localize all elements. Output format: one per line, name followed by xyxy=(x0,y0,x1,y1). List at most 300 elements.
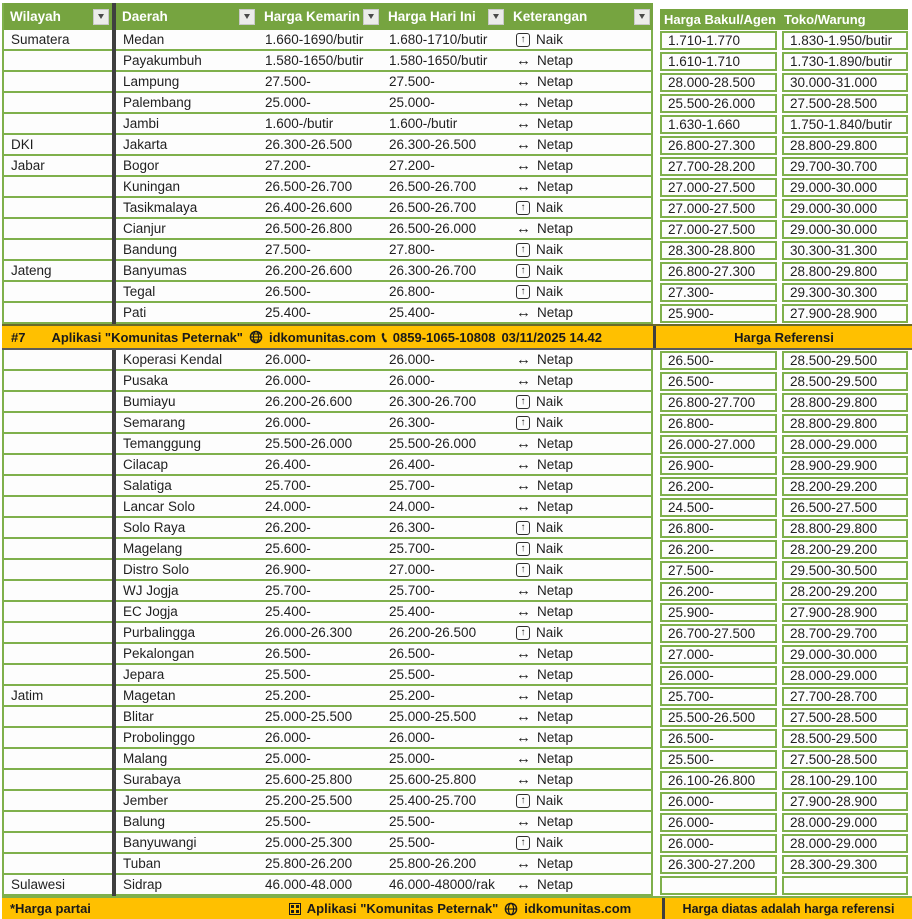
cell-keterangan[interactable] xyxy=(507,602,653,623)
cell-toko-warung[interactable]: 28.000-29.000 xyxy=(782,813,908,832)
cell-harga-bakul-agen[interactable]: 28.000-28.500 xyxy=(660,73,777,92)
cell-harga-kemarin[interactable]: 25.000-25.300 xyxy=(258,833,382,854)
cell-harga-kemarin[interactable]: 26.000-26.300 xyxy=(258,623,382,644)
cell-harga-kemarin[interactable]: 25.400- xyxy=(258,602,382,623)
trend-label: Netap xyxy=(537,499,574,514)
cell-harga-kemarin[interactable]: 26.000- xyxy=(258,413,382,434)
cell-keterangan[interactable] xyxy=(507,623,653,644)
qr-grid-icon xyxy=(289,903,301,915)
cell-wilayah[interactable] xyxy=(2,497,112,518)
cell-toko-warung[interactable]: 28.700-29.700 xyxy=(782,624,908,643)
chevron-down-icon xyxy=(98,14,104,19)
cell-harga-hari-ini[interactable]: 25.700- xyxy=(382,476,507,497)
cell-harga-hari-ini[interactable]: 26.300- xyxy=(382,518,507,539)
cell-harga-bakul-agen[interactable]: 25.900- xyxy=(660,304,777,323)
cell-toko-warung[interactable]: 28.500-29.500 xyxy=(782,372,908,391)
banner-website[interactable]: idkomunitas.com xyxy=(268,329,376,345)
cell-harga-bakul-agen[interactable]: 28.300-28.800 xyxy=(660,241,777,260)
cell-daerah[interactable]: Pati xyxy=(116,303,258,324)
footer-website[interactable]: idkomunitas.com xyxy=(524,901,632,916)
cell-keterangan[interactable] xyxy=(507,413,653,434)
cell-toko-warung[interactable]: 1.830-1.950/butir xyxy=(782,31,908,50)
cell-harga-kemarin[interactable]: 26.200-26.600 xyxy=(258,261,382,282)
cell-keterangan[interactable] xyxy=(507,749,653,770)
cell-toko-warung[interactable]: 28.800-29.800 xyxy=(782,393,908,412)
filter-button-keterangan[interactable] xyxy=(634,9,650,25)
cell-harga-hari-ini[interactable]: 27.200- xyxy=(382,156,507,177)
cell-harga-kemarin[interactable]: 26.000- xyxy=(258,350,382,371)
cell-daerah[interactable]: Jepara xyxy=(116,665,258,686)
cell-harga-hari-ini[interactable]: 25.400-25.700 xyxy=(382,791,507,812)
filter-button-harga-hari-ini[interactable] xyxy=(488,9,504,25)
cell-daerah[interactable]: Magelang xyxy=(116,539,258,560)
cell-keterangan[interactable] xyxy=(507,240,653,261)
cell-daerah[interactable]: Semarang xyxy=(116,413,258,434)
cell-harga-kemarin[interactable]: 25.500-26.000 xyxy=(258,434,382,455)
cell-toko-warung[interactable]: 28.000-29.000 xyxy=(782,834,908,853)
cell-daerah[interactable]: Bandung xyxy=(116,240,258,261)
banner-info xyxy=(2,326,653,348)
cell-toko-warung[interactable]: 27.700-28.700 xyxy=(782,687,908,706)
cell-daerah[interactable]: Cilacap xyxy=(116,455,258,476)
cell-toko-warung[interactable]: 27.500-28.500 xyxy=(782,94,908,113)
cell-daerah[interactable]: Temanggung xyxy=(116,434,258,455)
cell-keterangan[interactable] xyxy=(507,51,653,72)
cell-toko-warung[interactable]: 28.500-29.500 xyxy=(782,351,908,370)
cell-harga-bakul-agen[interactable]: 26.900- xyxy=(660,456,777,475)
cell-keterangan[interactable] xyxy=(507,282,653,303)
cell-toko-warung[interactable]: 28.900-29.900 xyxy=(782,456,908,475)
cell-harga-kemarin[interactable]: 26.500- xyxy=(258,644,382,665)
cell-toko-warung[interactable]: 27.900-28.900 xyxy=(782,792,908,811)
cell-harga-hari-ini[interactable]: 26.200-26.500 xyxy=(382,623,507,644)
cell-keterangan[interactable] xyxy=(507,791,653,812)
cell-wilayah[interactable] xyxy=(2,665,112,686)
cell-daerah[interactable]: Solo Raya xyxy=(116,518,258,539)
cell-toko-warung[interactable]: 28.200-29.200 xyxy=(782,477,908,496)
cell-harga-hari-ini[interactable]: 25.800-26.200 xyxy=(382,854,507,875)
cell-keterangan[interactable] xyxy=(507,114,653,135)
arrow-up-icon: ↑ xyxy=(516,264,530,278)
cell-toko-warung[interactable]: 26.500-27.500 xyxy=(782,498,908,517)
cell-harga-bakul-agen[interactable]: 26.800- xyxy=(660,519,777,538)
cell-harga-kemarin[interactable]: 25.200-25.500 xyxy=(258,791,382,812)
cell-keterangan[interactable] xyxy=(507,303,653,324)
cell-daerah[interactable]: Medan xyxy=(116,30,258,51)
cell-daerah[interactable]: Blitar xyxy=(116,707,258,728)
cell-harga-kemarin[interactable]: 24.000- xyxy=(258,497,382,518)
cell-harga-bakul-agen[interactable]: 26.300-27.200 xyxy=(660,855,777,874)
cell-harga-kemarin[interactable]: 46.000-48.000 xyxy=(258,875,382,896)
cell-harga-kemarin[interactable]: 25.800-26.200 xyxy=(258,854,382,875)
cell-daerah[interactable]: Lampung xyxy=(116,72,258,93)
cell-wilayah[interactable] xyxy=(2,177,112,198)
cell-harga-hari-ini[interactable]: 27.500- xyxy=(382,72,507,93)
cell-toko-warung[interactable]: 28.800-29.800 xyxy=(782,519,908,538)
cell-harga-hari-ini[interactable]: 25.700- xyxy=(382,581,507,602)
chevron-down-icon xyxy=(493,14,499,19)
cell-keterangan[interactable] xyxy=(507,135,653,156)
cell-keterangan[interactable] xyxy=(507,560,653,581)
cell-harga-bakul-agen[interactable]: 27.700-28.200 xyxy=(660,157,777,176)
cell-harga-bakul-agen[interactable]: 26.200- xyxy=(660,582,777,601)
cell-toko-warung[interactable]: 28.800-29.800 xyxy=(782,262,908,281)
trend-label: Netap xyxy=(537,772,574,787)
cell-keterangan[interactable] xyxy=(507,476,653,497)
cell-daerah[interactable]: Bumiayu xyxy=(116,392,258,413)
cell-harga-bakul-agen[interactable]: 25.900- xyxy=(660,603,777,622)
cell-harga-hari-ini[interactable]: 27.800- xyxy=(382,240,507,261)
cell-harga-hari-ini[interactable]: 25.700- xyxy=(382,539,507,560)
cell-wilayah[interactable]: Jabar xyxy=(2,156,112,177)
cell-harga-hari-ini[interactable]: 25.500- xyxy=(382,665,507,686)
cell-harga-bakul-agen[interactable]: 26.200- xyxy=(660,477,777,496)
cell-daerah[interactable]: Jember xyxy=(116,791,258,812)
cell-harga-hari-ini[interactable]: 26.800- xyxy=(382,282,507,303)
cell-keterangan[interactable] xyxy=(507,644,653,665)
trend-label: Netap xyxy=(537,158,574,173)
cell-wilayah[interactable] xyxy=(2,392,112,413)
cell-wilayah[interactable]: Jateng xyxy=(2,261,112,282)
cell-wilayah[interactable] xyxy=(2,812,112,833)
cell-harga-bakul-agen[interactable]: 26.500- xyxy=(660,372,777,391)
cell-harga-hari-ini[interactable]: 26.300-26.500 xyxy=(382,135,507,156)
cell-harga-bakul-agen[interactable]: 26.800-27.300 xyxy=(660,136,777,155)
cell-daerah[interactable]: Magetan xyxy=(116,686,258,707)
cell-harga-bakul-agen[interactable]: 26.700-27.500 xyxy=(660,624,777,643)
cell-harga-hari-ini[interactable]: 1.600-/butir xyxy=(382,114,507,135)
cell-harga-kemarin[interactable]: 25.400- xyxy=(258,303,382,324)
cell-harga-bakul-agen[interactable]: 26.800-27.300 xyxy=(660,262,777,281)
cell-keterangan[interactable] xyxy=(507,371,653,392)
cell-wilayah[interactable] xyxy=(2,455,112,476)
cell-keterangan[interactable] xyxy=(507,770,653,791)
cell-toko-warung[interactable]: 27.500-28.500 xyxy=(782,708,908,727)
cell-daerah[interactable]: Kuningan xyxy=(116,177,258,198)
cell-harga-kemarin[interactable]: 1.580-1650/butir xyxy=(258,51,382,72)
cell-harga-hari-ini[interactable]: 25.500- xyxy=(382,812,507,833)
cell-harga-bakul-agen[interactable]: 26.000- xyxy=(660,813,777,832)
cell-harga-hari-ini[interactable]: 26.500-26.700 xyxy=(382,177,507,198)
cell-harga-bakul-agen[interactable]: 26.100-26.800 xyxy=(660,771,777,790)
cell-wilayah[interactable] xyxy=(2,198,112,219)
cell-keterangan[interactable] xyxy=(507,707,653,728)
cell-wilayah[interactable]: Jatim xyxy=(2,686,112,707)
cell-daerah[interactable]: Purbalingga xyxy=(116,623,258,644)
cell-keterangan[interactable] xyxy=(507,219,653,240)
cell-keterangan[interactable] xyxy=(507,156,653,177)
cell-harga-hari-ini[interactable]: 25.200- xyxy=(382,686,507,707)
cell-toko-warung[interactable]: 28.200-29.200 xyxy=(782,582,908,601)
cell-wilayah[interactable] xyxy=(2,371,112,392)
cell-daerah[interactable]: Malang xyxy=(116,749,258,770)
table-row xyxy=(2,854,912,875)
cell-wilayah[interactable]: DKI xyxy=(2,135,112,156)
cell-daerah[interactable]: Tuban xyxy=(116,854,258,875)
cell-harga-bakul-agen[interactable]: 26.200- xyxy=(660,540,777,559)
cell-harga-bakul-agen[interactable]: 27.000-27.500 xyxy=(660,220,777,239)
cell-keterangan[interactable] xyxy=(507,261,653,282)
cell-harga-hari-ini[interactable]: 25.400- xyxy=(382,602,507,623)
cell-daerah[interactable]: Tegal xyxy=(116,282,258,303)
cell-wilayah[interactable] xyxy=(2,350,112,371)
cell-harga-kemarin[interactable]: 25.000- xyxy=(258,93,382,114)
cell-daerah[interactable]: Jakarta xyxy=(116,135,258,156)
cell-harga-kemarin[interactable]: 26.900- xyxy=(258,560,382,581)
cell-wilayah[interactable] xyxy=(2,219,112,240)
cell-wilayah[interactable] xyxy=(2,854,112,875)
cell-toko-warung[interactable]: 28.800-29.800 xyxy=(782,136,908,155)
cell-harga-bakul-agen[interactable]: 25.500- xyxy=(660,750,777,769)
cell-daerah[interactable]: Banyumas xyxy=(116,261,258,282)
cell-harga-bakul-agen[interactable]: 1.630-1.660 xyxy=(660,115,777,134)
cell-harga-kemarin[interactable]: 26.400-26.600 xyxy=(258,198,382,219)
cell-harga-bakul-agen[interactable]: 27.300- xyxy=(660,283,777,302)
cell-harga-kemarin[interactable]: 27.500- xyxy=(258,72,382,93)
cell-harga-kemarin[interactable]: 25.700- xyxy=(258,476,382,497)
cell-harga-bakul-agen[interactable]: 25.500-26.500 xyxy=(660,708,777,727)
cell-harga-kemarin[interactable]: 25.000- xyxy=(258,749,382,770)
cell-daerah[interactable]: Pusaka xyxy=(116,371,258,392)
cell-harga-kemarin[interactable]: 25.200- xyxy=(258,686,382,707)
cell-daerah[interactable]: Bogor xyxy=(116,156,258,177)
cell-harga-hari-ini[interactable]: 26.400- xyxy=(382,455,507,476)
cell-harga-hari-ini[interactable]: 26.000- xyxy=(382,728,507,749)
cell-keterangan[interactable] xyxy=(507,434,653,455)
cell-keterangan[interactable] xyxy=(507,30,653,51)
cell-toko-warung[interactable]: 27.500-28.500 xyxy=(782,750,908,769)
cell-harga-kemarin[interactable]: 1.600-/butir xyxy=(258,114,382,135)
cell-daerah[interactable]: Lancar Solo xyxy=(116,497,258,518)
cell-harga-bakul-agen[interactable]: 1.610-1.710 xyxy=(660,52,777,71)
cell-wilayah[interactable] xyxy=(2,434,112,455)
cell-harga-bakul-agen[interactable]: 26.000- xyxy=(660,834,777,853)
cell-harga-kemarin[interactable]: 26.300-26.500 xyxy=(258,135,382,156)
cell-harga-kemarin[interactable]: 26.200- xyxy=(258,518,382,539)
cell-harga-hari-ini[interactable]: 26.300-26.700 xyxy=(382,261,507,282)
cell-wilayah[interactable] xyxy=(2,476,112,497)
cell-daerah[interactable]: Banyuwangi xyxy=(116,833,258,854)
cell-harga-kemarin[interactable]: 26.000- xyxy=(258,728,382,749)
cell-keterangan[interactable] xyxy=(507,833,653,854)
cell-daerah[interactable]: Tasikmalaya xyxy=(116,198,258,219)
cell-harga-bakul-agen[interactable]: 26.800- xyxy=(660,414,777,433)
cell-daerah[interactable]: Surabaya xyxy=(116,770,258,791)
cell-keterangan[interactable] xyxy=(507,581,653,602)
cell-daerah[interactable]: Distro Solo xyxy=(116,560,258,581)
cell-harga-hari-ini[interactable]: 26.500- xyxy=(382,644,507,665)
cell-keterangan[interactable] xyxy=(507,686,653,707)
cell-harga-bakul-agen[interactable] xyxy=(660,876,777,895)
cell-daerah[interactable]: Salatiga xyxy=(116,476,258,497)
filter-button-wilayah[interactable] xyxy=(93,9,109,25)
cell-toko-warung[interactable]: 29.000-30.000 xyxy=(782,645,908,664)
cell-daerah[interactable]: Cianjur xyxy=(116,219,258,240)
cell-harga-hari-ini[interactable]: 24.000- xyxy=(382,497,507,518)
cell-daerah[interactable]: Jambi xyxy=(116,114,258,135)
cell-harga-hari-ini[interactable]: 25.500- xyxy=(382,833,507,854)
cell-toko-warung[interactable] xyxy=(782,876,908,895)
cell-toko-warung[interactable]: 29.500-30.500 xyxy=(782,561,908,580)
cell-harga-kemarin[interactable]: 25.700- xyxy=(258,581,382,602)
cell-toko-warung[interactable]: 27.900-28.900 xyxy=(782,603,908,622)
arrow-leftright-icon: ↔ xyxy=(516,603,531,620)
cell-harga-bakul-agen[interactable]: 26.000-27.000 xyxy=(660,435,777,454)
cell-harga-hari-ini[interactable]: 25.500-26.000 xyxy=(382,434,507,455)
cell-daerah[interactable]: Sidrap xyxy=(116,875,258,896)
cell-keterangan[interactable] xyxy=(507,728,653,749)
cell-wilayah[interactable] xyxy=(2,602,112,623)
cell-toko-warung[interactable]: 28.000-29.000 xyxy=(782,435,908,454)
cell-toko-warung[interactable]: 29.300-30.300 xyxy=(782,283,908,302)
cell-toko-warung[interactable]: 29.700-30.700 xyxy=(782,157,908,176)
cell-harga-bakul-agen[interactable]: 27.000-27.500 xyxy=(660,178,777,197)
cell-wilayah[interactable]: Sulawesi xyxy=(2,875,112,896)
cell-harga-hari-ini[interactable]: 25.600-25.800 xyxy=(382,770,507,791)
cell-daerah[interactable]: EC Jogja xyxy=(116,602,258,623)
cell-harga-kemarin[interactable]: 26.000- xyxy=(258,371,382,392)
cell-wilayah[interactable] xyxy=(2,303,112,324)
cell-toko-warung[interactable]: 28.200-29.200 xyxy=(782,540,908,559)
cell-toko-warung[interactable]: 1.750-1.840/butir xyxy=(782,115,908,134)
cell-keterangan[interactable] xyxy=(507,455,653,476)
cell-wilayah[interactable] xyxy=(2,560,112,581)
cell-toko-warung[interactable]: 29.000-30.000 xyxy=(782,220,908,239)
cell-keterangan[interactable] xyxy=(507,497,653,518)
cell-harga-kemarin[interactable]: 26.500-26.800 xyxy=(258,219,382,240)
cell-harga-bakul-agen[interactable]: 25.500-26.000 xyxy=(660,94,777,113)
cell-keterangan[interactable] xyxy=(507,177,653,198)
cell-harga-kemarin[interactable]: 26.200-26.600 xyxy=(258,392,382,413)
cell-harga-bakul-agen[interactable]: 24.500- xyxy=(660,498,777,517)
cell-daerah[interactable]: Payakumbuh xyxy=(116,51,258,72)
cell-harga-hari-ini[interactable]: 26.000- xyxy=(382,371,507,392)
cell-daerah[interactable]: Pekalongan xyxy=(116,644,258,665)
cell-daerah[interactable]: Koperasi Kendal xyxy=(116,350,258,371)
cell-harga-kemarin[interactable]: 26.500- xyxy=(258,282,382,303)
cell-harga-kemarin[interactable]: 26.500-26.700 xyxy=(258,177,382,198)
cell-harga-hari-ini[interactable]: 26.300-26.700 xyxy=(382,392,507,413)
cell-toko-warung[interactable]: 28.100-29.100 xyxy=(782,771,908,790)
cell-toko-warung[interactable]: 28.000-29.000 xyxy=(782,666,908,685)
cell-keterangan[interactable] xyxy=(507,518,653,539)
cell-harga-bakul-agen[interactable]: 27.000-27.500 xyxy=(660,199,777,218)
cell-wilayah[interactable] xyxy=(2,51,112,72)
cell-harga-hari-ini[interactable]: 46.000-48000/rak xyxy=(382,875,507,896)
filter-button-harga-kemarin[interactable] xyxy=(363,9,379,25)
cell-harga-kemarin[interactable]: 27.500- xyxy=(258,240,382,261)
cell-wilayah[interactable] xyxy=(2,791,112,812)
cell-keterangan[interactable] xyxy=(507,93,653,114)
cell-harga-kemarin[interactable]: 25.500- xyxy=(258,665,382,686)
cell-harga-kemarin[interactable]: 1.660-1690/butir xyxy=(258,30,382,51)
cell-wilayah[interactable] xyxy=(2,93,112,114)
cell-wilayah[interactable] xyxy=(2,240,112,261)
cell-harga-kemarin[interactable]: 27.200- xyxy=(258,156,382,177)
cell-keterangan[interactable] xyxy=(507,875,653,896)
cell-harga-hari-ini[interactable]: 25.000-25.500 xyxy=(382,707,507,728)
cell-wilayah[interactable] xyxy=(2,707,112,728)
cell-wilayah[interactable] xyxy=(2,623,112,644)
cell-wilayah[interactable] xyxy=(2,72,112,93)
cell-wilayah[interactable] xyxy=(2,644,112,665)
cell-harga-kemarin[interactable]: 25.600- xyxy=(258,539,382,560)
cell-harga-bakul-agen[interactable]: 26.500- xyxy=(660,351,777,370)
cell-harga-kemarin[interactable]: 25.000-25.500 xyxy=(258,707,382,728)
cell-wilayah[interactable] xyxy=(2,114,112,135)
cell-toko-warung[interactable]: 27.900-28.900 xyxy=(782,304,908,323)
cell-harga-hari-ini[interactable]: 1.680-1710/butir xyxy=(382,30,507,51)
cell-keterangan[interactable] xyxy=(507,198,653,219)
cell-toko-warung[interactable]: 30.000-31.000 xyxy=(782,73,908,92)
filter-button-daerah[interactable] xyxy=(239,9,255,25)
cell-harga-kemarin[interactable]: 25.600-25.800 xyxy=(258,770,382,791)
cell-wilayah[interactable] xyxy=(2,539,112,560)
cell-harga-hari-ini[interactable]: 25.000- xyxy=(382,93,507,114)
cell-keterangan[interactable] xyxy=(507,350,653,371)
cell-wilayah[interactable]: Sumatera xyxy=(2,30,112,51)
cell-harga-bakul-agen[interactable]: 1.710-1.770 xyxy=(660,31,777,50)
cell-harga-kemarin[interactable]: 26.400- xyxy=(258,455,382,476)
cell-harga-hari-ini[interactable]: 26.500-26.000 xyxy=(382,219,507,240)
cell-harga-hari-ini[interactable]: 25.400- xyxy=(382,303,507,324)
cell-harga-bakul-agen[interactable]: 26.500- xyxy=(660,729,777,748)
section-gap xyxy=(653,3,660,30)
cell-harga-bakul-agen[interactable]: 27.000- xyxy=(660,645,777,664)
cell-harga-hari-ini[interactable]: 25.000- xyxy=(382,749,507,770)
trend-label: Netap xyxy=(537,95,574,110)
cell-harga-hari-ini[interactable]: 1.580-1650/butir xyxy=(382,51,507,72)
cell-wilayah[interactable] xyxy=(2,728,112,749)
cell-toko-warung[interactable]: 28.500-29.500 xyxy=(782,729,908,748)
cell-daerah[interactable]: Balung xyxy=(116,812,258,833)
cell-harga-hari-ini[interactable]: 26.300- xyxy=(382,413,507,434)
cell-wilayah[interactable] xyxy=(2,413,112,434)
cell-daerah[interactable]: Probolinggo xyxy=(116,728,258,749)
cell-harga-hari-ini[interactable]: 27.000- xyxy=(382,560,507,581)
cell-toko-warung[interactable]: 29.000-30.000 xyxy=(782,178,908,197)
cell-wilayah[interactable] xyxy=(2,770,112,791)
cell-daerah[interactable]: WJ Jogja xyxy=(116,581,258,602)
cell-wilayah[interactable] xyxy=(2,749,112,770)
cell-wilayah[interactable] xyxy=(2,518,112,539)
cell-wilayah[interactable] xyxy=(2,581,112,602)
cell-harga-bakul-agen[interactable]: 25.700- xyxy=(660,687,777,706)
globe-icon xyxy=(249,330,263,344)
cell-harga-bakul-agen[interactable]: 26.000- xyxy=(660,666,777,685)
cell-harga-bakul-agen[interactable]: 26.000- xyxy=(660,792,777,811)
cell-keterangan[interactable] xyxy=(507,392,653,413)
cell-toko-warung[interactable]: 28.800-29.800 xyxy=(782,414,908,433)
cell-keterangan[interactable] xyxy=(507,812,653,833)
cell-keterangan[interactable] xyxy=(507,665,653,686)
cell-harga-hari-ini[interactable]: 26.500-26.700 xyxy=(382,198,507,219)
cell-toko-warung[interactable]: 29.000-30.000 xyxy=(782,199,908,218)
cell-daerah[interactable]: Palembang xyxy=(116,93,258,114)
cell-harga-bakul-agen[interactable]: 26.800-27.700 xyxy=(660,393,777,412)
cell-wilayah[interactable] xyxy=(2,833,112,854)
cell-harga-bakul-agen[interactable]: 27.500- xyxy=(660,561,777,580)
cell-harga-hari-ini[interactable]: 26.000- xyxy=(382,350,507,371)
cell-wilayah[interactable] xyxy=(2,282,112,303)
cell-toko-warung[interactable]: 30.300-31.300 xyxy=(782,241,908,260)
cell-harga-kemarin[interactable]: 25.500- xyxy=(258,812,382,833)
cell-keterangan[interactable] xyxy=(507,539,653,560)
cell-keterangan[interactable] xyxy=(507,854,653,875)
cell-toko-warung[interactable]: 28.300-29.300 xyxy=(782,855,908,874)
cell-keterangan[interactable] xyxy=(507,72,653,93)
cell-toko-warung[interactable]: 1.730-1.890/butir xyxy=(782,52,908,71)
